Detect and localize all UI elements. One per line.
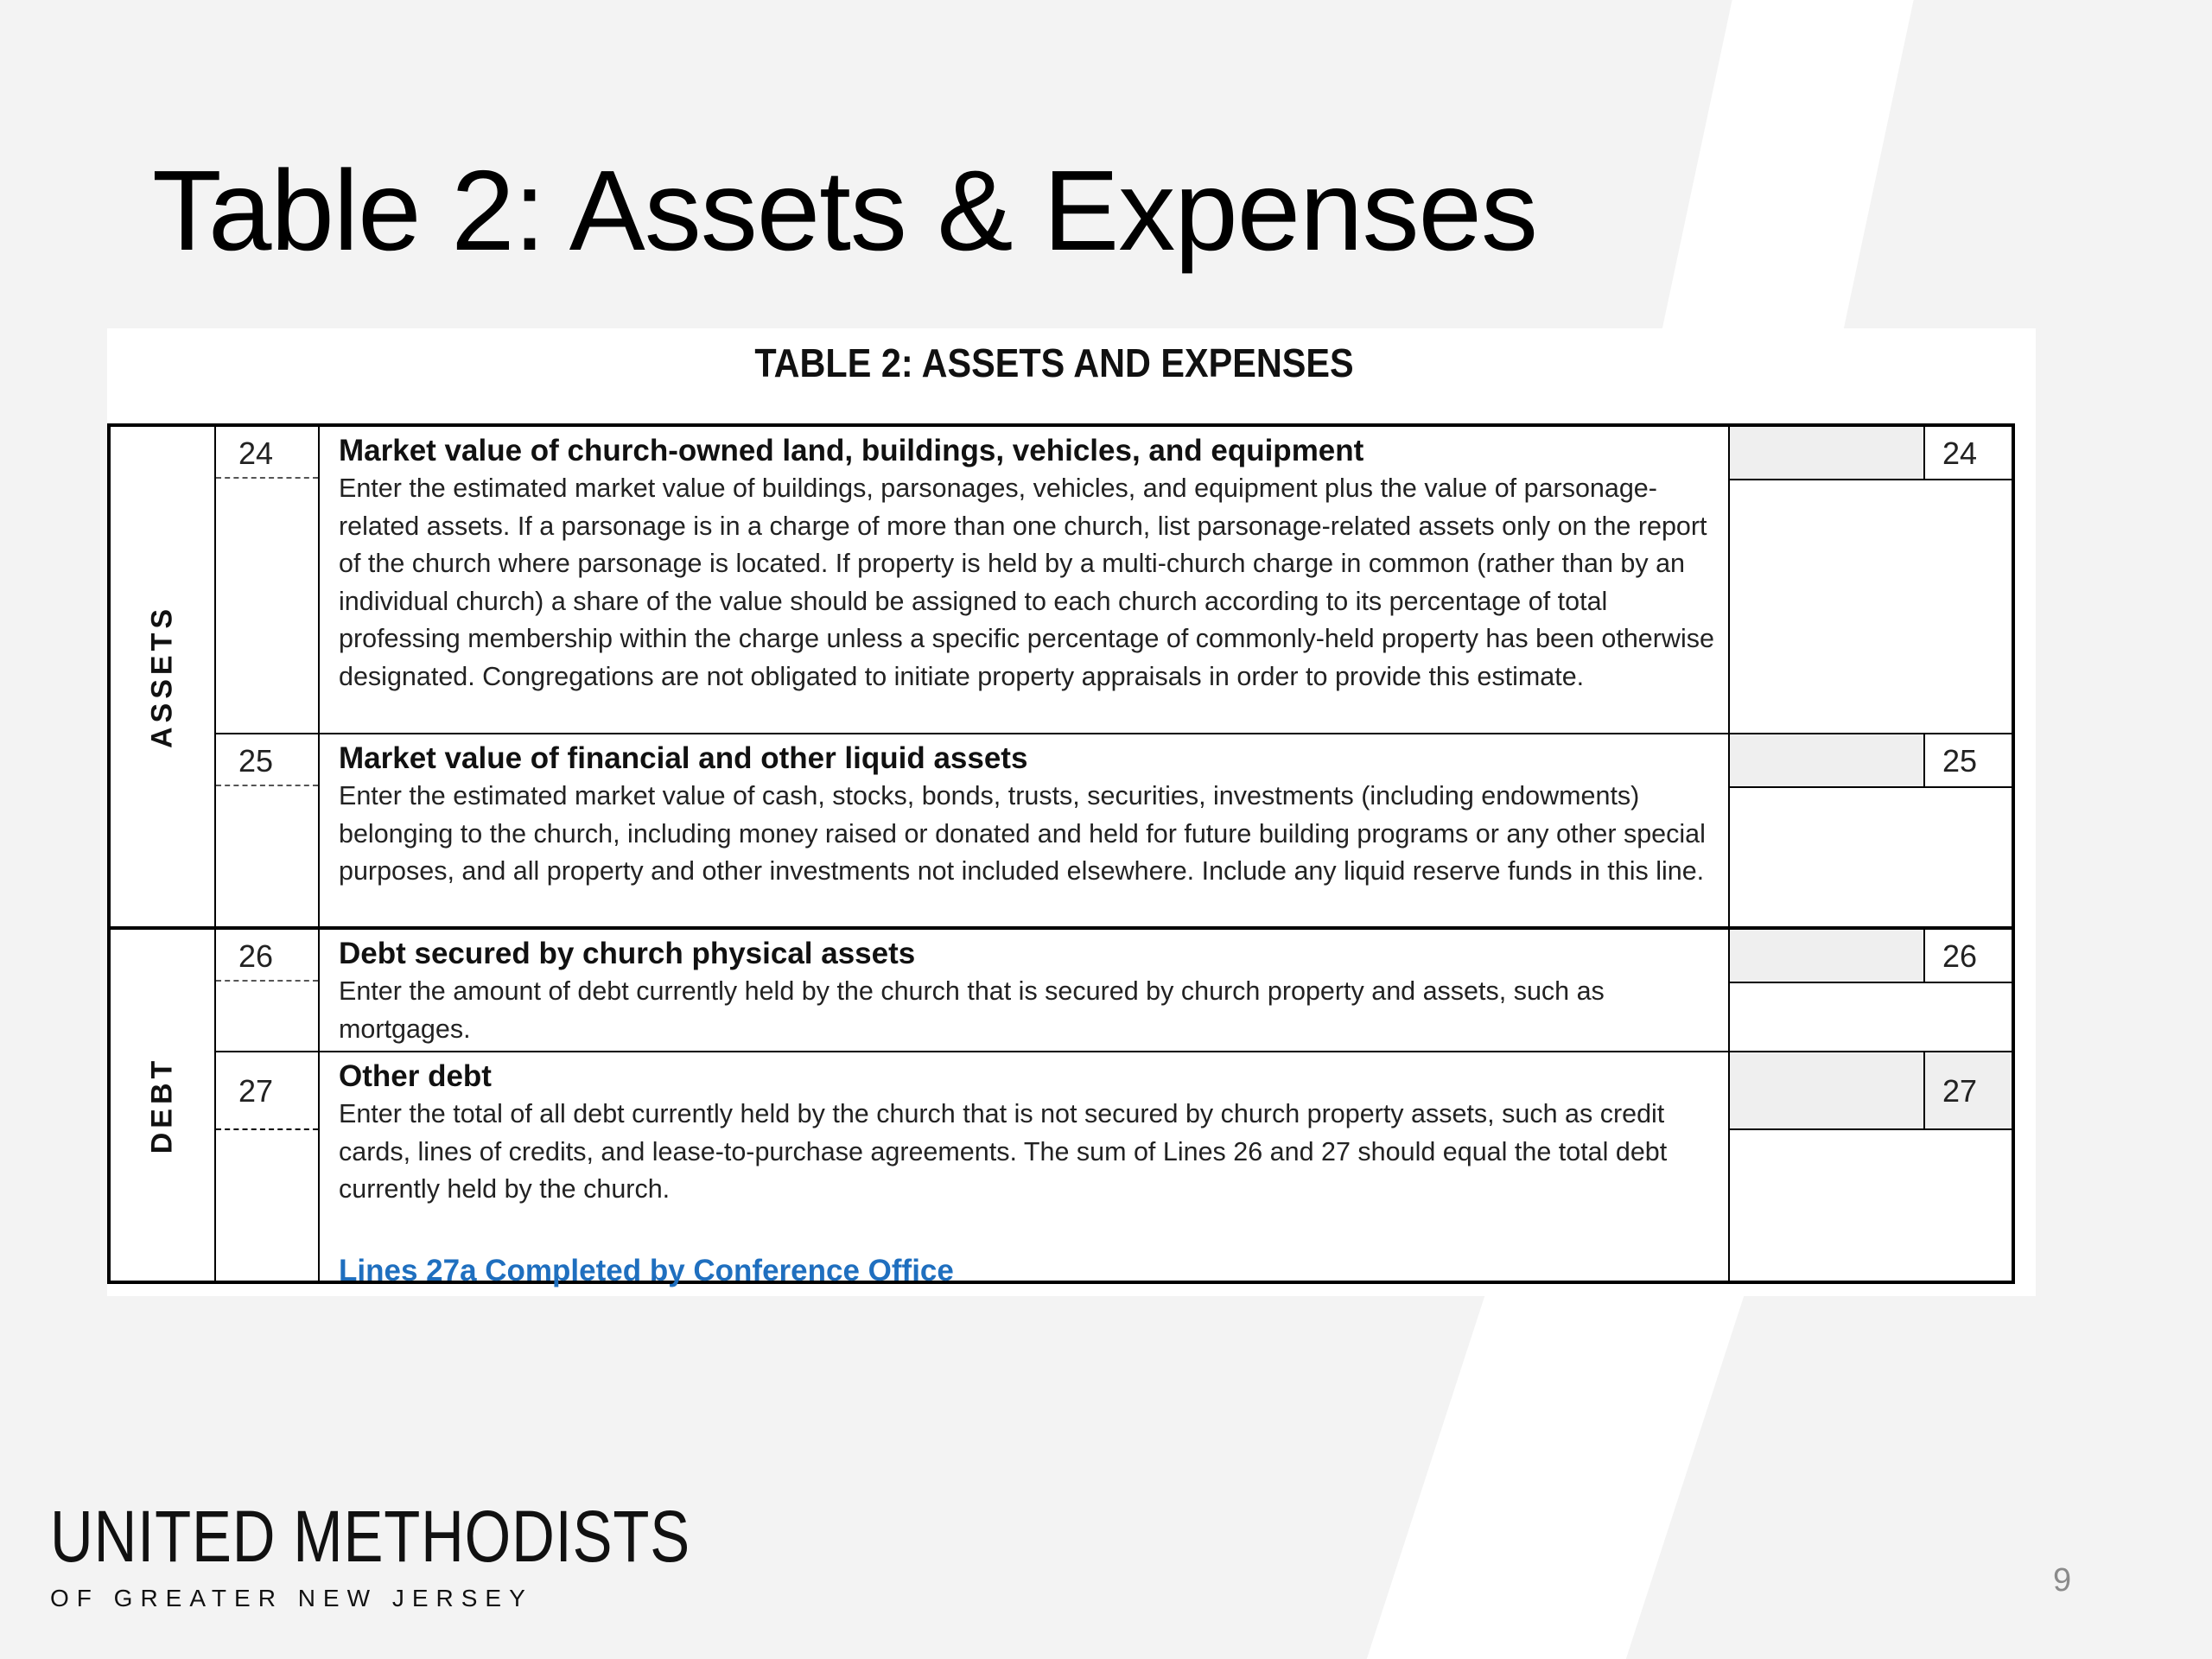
logo-sub-text: OF GREATER NEW JERSEY	[50, 1585, 533, 1611]
entry-line-number: 25	[1942, 743, 1978, 779]
entry-box	[1730, 734, 2012, 788]
background-stripe	[1367, 1296, 1744, 1659]
logo-main-text: UNITED METHODISTS	[50, 1496, 691, 1577]
line-number-cell	[216, 734, 320, 926]
assets-section	[111, 427, 2012, 930]
entry-box	[1730, 1052, 2012, 1130]
slide-title: Table 2: Assets & Expenses	[152, 147, 1537, 274]
entry-cell	[1730, 734, 2012, 926]
line-number: 25	[216, 734, 318, 786]
description-cell	[320, 427, 1730, 733]
row-description: Enter the amount of debt currently held by the church that is secured by church property and assets, such as mortgages.	[339, 976, 1605, 1044]
row-description: Enter the estimated market value of buildings, parsonages, vehicles, and equipment plus the value of parsonage-related assets. If a parsonage is in a charge of more than one church, list parsonage-related assets only on the report of the church where parsonage is located. If property is held by a multi-church charge in common (rather than by an individual church) a share of the value should be assigned to each church according to its percentage of total professing membership within the charge unless a specific percentage of commonly-held property has been otherwise designated. Congregations are not obligated to initiate property appraisals in order to provide this estimate.	[339, 474, 1714, 691]
entry-cell	[1730, 930, 2012, 1051]
organization-logo	[50, 1496, 831, 1612]
entry-box	[1730, 427, 2012, 480]
row-description: Enter the estimated market value of cash, stocks, bonds, trusts, securities, investments (including endowments) belonging to the church, including money raised or donated and held for future building programs or any other special purposes, and all property and other investments not included elsewhere. Include any liquid reserve funds in this line.	[339, 781, 1706, 886]
section-label-assets: ASSETS	[111, 427, 216, 926]
row-title: Market value of financial and other liquid assets	[339, 741, 1028, 775]
table-row	[216, 733, 2012, 926]
row-title: Other debt	[339, 1059, 492, 1093]
table-row	[216, 930, 2012, 1051]
line-number: 24	[216, 427, 318, 479]
conference-office-note: Lines 27a Completed by Conference Office	[339, 1253, 954, 1287]
line-number-cell	[216, 930, 320, 1051]
entry-box	[1730, 930, 2012, 983]
line-number: 26	[216, 930, 318, 982]
line-number: 27	[216, 1052, 318, 1130]
value-input-line-24[interactable]	[1730, 427, 1925, 479]
document-panel	[107, 328, 2036, 1296]
line-number-cell	[216, 1052, 320, 1281]
table-row	[216, 427, 2012, 733]
value-input-line-25[interactable]	[1730, 734, 1925, 786]
row-title: Debt secured by church physical assets	[339, 937, 916, 970]
description-cell	[320, 1052, 1730, 1287]
entry-cell	[1730, 1052, 2012, 1281]
table-row	[216, 1051, 2012, 1287]
description-cell	[320, 734, 1730, 926]
document-heading: TABLE 2: ASSETS AND EXPENSES	[754, 340, 1354, 385]
row-title: Market value of church-owned land, buildings, vehicles, and equipment	[339, 434, 1364, 467]
page-number: 9	[2053, 1562, 2072, 1599]
value-input-line-26[interactable]	[1730, 930, 1925, 982]
section-label-debt: DEBT	[111, 930, 216, 1281]
value-input-line-27[interactable]	[1730, 1052, 1925, 1128]
entry-cell	[1730, 427, 2012, 733]
entry-line-number: 24	[1942, 435, 1978, 471]
assets-expenses-table	[107, 423, 2015, 1287]
line-number-cell	[216, 427, 320, 733]
entry-line-number: 26	[1942, 938, 1978, 974]
debt-section	[111, 930, 2012, 1287]
entry-line-number: 27	[1925, 1052, 2012, 1128]
description-cell	[320, 930, 1730, 1051]
background-stripe	[1655, 0, 1913, 363]
row-description: Enter the total of all debt currently held by the church that is not secured by church property assets, such as credit cards, lines of credits, and lease-to-purchase agreements. The sum of Lines 26 and 27 should equal the total debt currently held by the church.	[339, 1099, 1668, 1204]
